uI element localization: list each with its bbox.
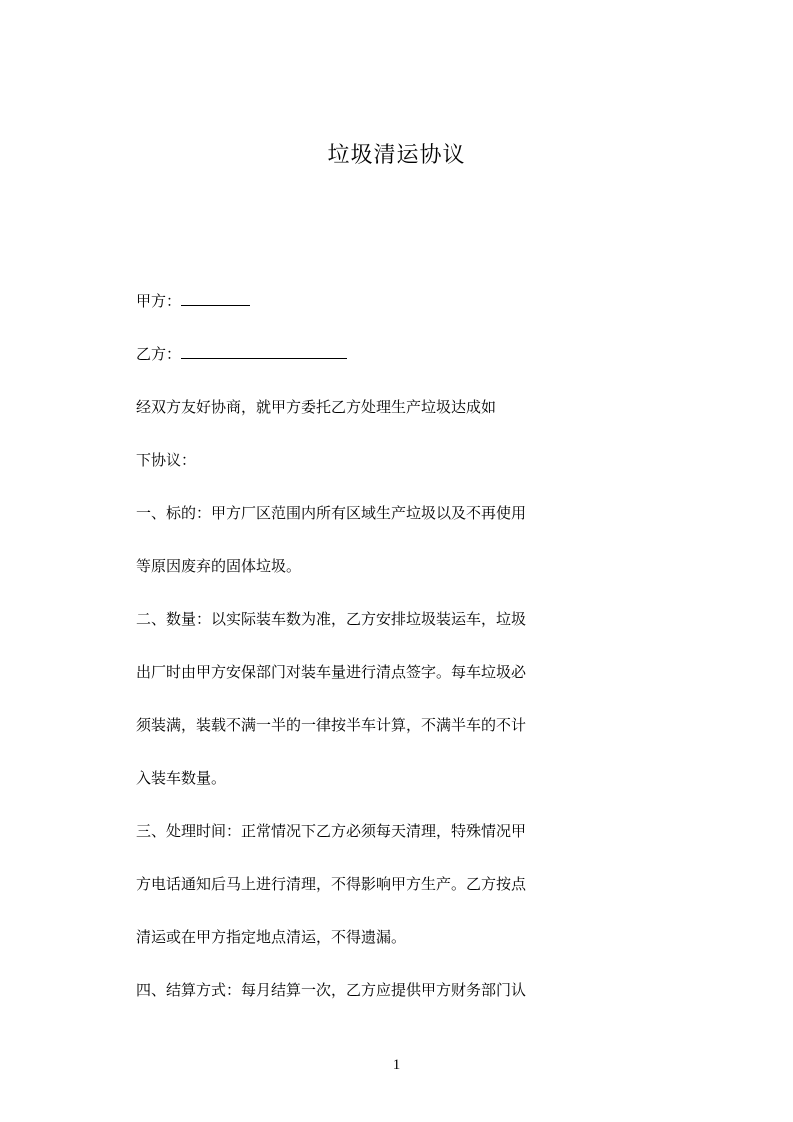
party-a-blank xyxy=(181,291,250,306)
party-b-label: 乙方： xyxy=(136,345,182,363)
paragraph-line: 一、标的：甲方厂区范围内所有区域生产垃圾以及不再使用 xyxy=(136,504,527,522)
paragraph-line: 等原因废弃的固体垃圾。 xyxy=(136,557,302,575)
paragraph-line: 四、结算方式：每月结算一次，乙方应提供甲方财务部门认 xyxy=(136,981,527,999)
paragraph-line: 三、处理时间：正常情况下乙方必须每天清理，特殊情况甲 xyxy=(136,822,527,840)
paragraph-line: 二、数量：以实际装车数为准，乙方安排垃圾装运车，垃圾 xyxy=(136,610,527,628)
paragraph-line: 须装满，装载不满一半的一律按半车计算，不满半车的不计 xyxy=(136,716,527,734)
paragraph-line: 出厂时由甲方安保部门对装车量进行清点签字。每车垃圾必 xyxy=(136,663,527,681)
party-b-line xyxy=(136,344,347,364)
page-number: 1 xyxy=(392,1057,401,1073)
document-title: 垃圾清运协议 xyxy=(327,143,466,168)
paragraph-line: 方电话通知后马上进行清理，不得影响甲方生产。乙方按点 xyxy=(136,875,527,893)
paragraph-line: 入装车数量。 xyxy=(136,769,227,787)
party-a-label: 甲方： xyxy=(136,292,182,310)
paragraph-line: 经双方友好协商，就甲方委托乙方处理生产垃圾达成如 xyxy=(136,398,497,416)
party-a-line xyxy=(136,291,250,311)
paragraph-line: 下协议： xyxy=(136,451,197,469)
paragraph-line: 清运或在甲方指定地点清运，不得遗漏。 xyxy=(136,928,407,946)
party-b-blank xyxy=(181,344,347,359)
